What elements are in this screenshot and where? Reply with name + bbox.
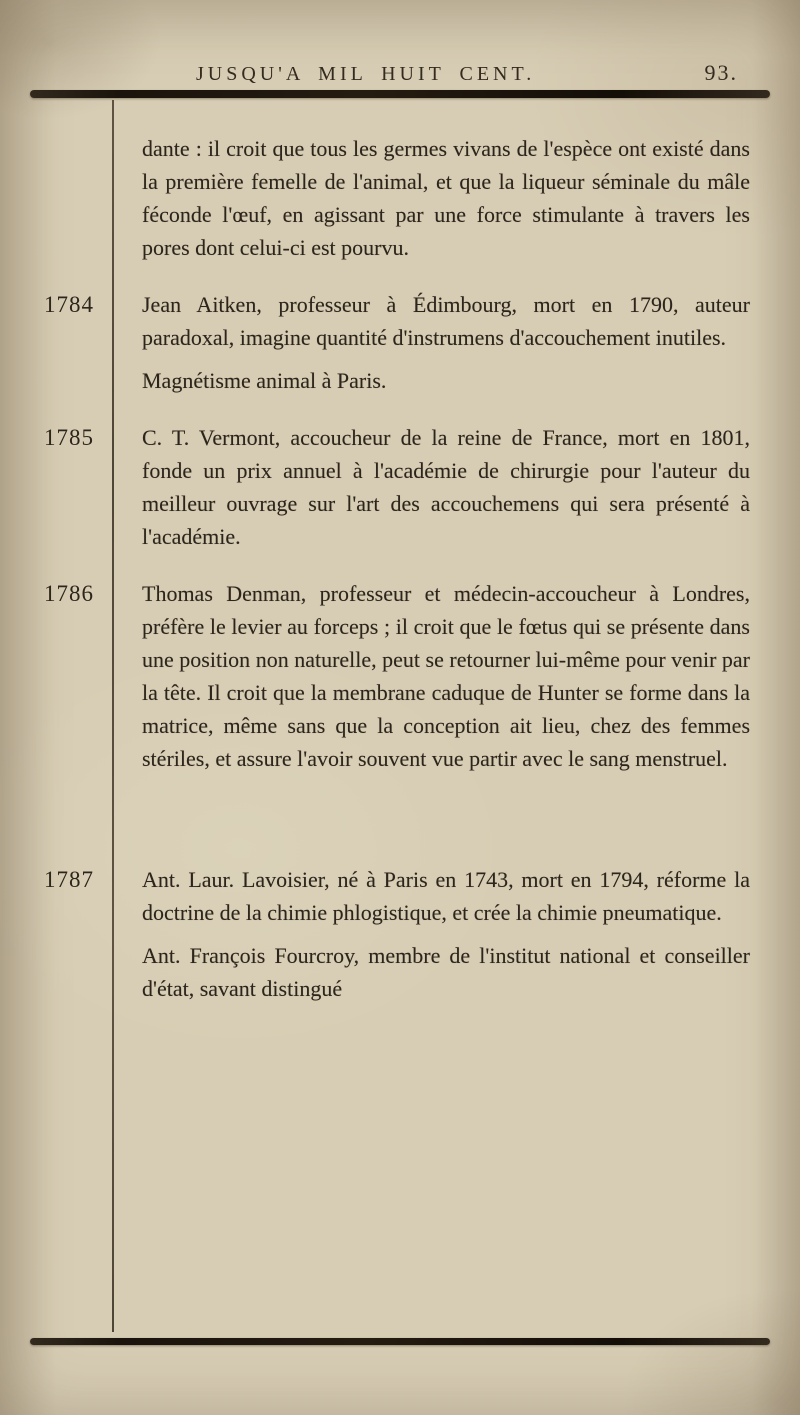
timeline-entry-1784 xyxy=(26,288,756,397)
running-title: JUSQU'A MIL HUIT CENT. xyxy=(196,63,536,85)
entry-year: 1786 xyxy=(44,581,94,606)
bottom-rule xyxy=(30,1338,770,1345)
entry-paragraph: Magnétisme animal à Paris. xyxy=(142,368,387,393)
top-rule xyxy=(30,90,770,98)
timeline-entry-1786 xyxy=(26,577,756,775)
entry-text xyxy=(112,421,756,553)
page-header xyxy=(0,0,800,90)
entry-year: 1787 xyxy=(44,867,94,892)
entry-year: 1784 xyxy=(44,292,94,317)
year-column-divider xyxy=(112,100,114,1332)
entry-year: 1785 xyxy=(44,425,94,450)
entry-year xyxy=(26,132,112,264)
entry-paragraph: Jean Aitken, professeur à Édimbourg, mort en 1790, auteur paradoxal, imagine quantité d'instrumens d'accouchement inutiles. xyxy=(142,292,750,350)
timeline-table xyxy=(0,98,800,1338)
entry-text xyxy=(112,288,756,397)
timeline-entry-continuation xyxy=(26,132,756,264)
entry-paragraph: C. T. Vermont, accoucheur de la reine de France, mort en 1801, fonde un prix annuel à l'académie de chirurgie pour l'auteur du meilleur ouvrage sur l'art des accouchemens qui sera présenté à l'académie. xyxy=(142,425,750,549)
entry-paragraph: Ant. François Fourcroy, membre de l'institut national et conseiller d'état, savant distingué xyxy=(142,943,750,1001)
timeline-entry-1785 xyxy=(26,421,756,553)
entry-text xyxy=(112,863,756,1005)
entry-paragraph: Thomas Denman, professeur et médecin-accoucheur à Londres, préfère le levier au forceps ; il croit que le fœtus qui se présente dans une position non naturelle, peut se retourner lui-même pour venir par la tête. Il croit que la membrane caduque de Hunter se forme dans la matrice, même sans que la conception ait lieu, chez des femmes stériles, et assure l'avoir souvent vue partir avec le sang menstruel. xyxy=(142,581,750,771)
entry-text xyxy=(112,577,756,775)
entry-paragraph: dante : il croit que tous les germes vivans de l'espèce ont existé dans la première femelle de l'animal, et que la liqueur séminale du mâle féconde l'œuf, en agissant par une force stimulante à travers les pores dont celui-ci est pourvu. xyxy=(142,136,750,260)
timeline-entry-1787 xyxy=(26,863,756,1005)
entry-text xyxy=(112,132,756,264)
page-number: 93. xyxy=(704,60,738,85)
entry-paragraph: Ant. Laur. Lavoisier, né à Paris en 1743, mort en 1794, réforme la doctrine de la chimie phlogistique, et crée la chimie pneumatique. xyxy=(142,867,750,925)
